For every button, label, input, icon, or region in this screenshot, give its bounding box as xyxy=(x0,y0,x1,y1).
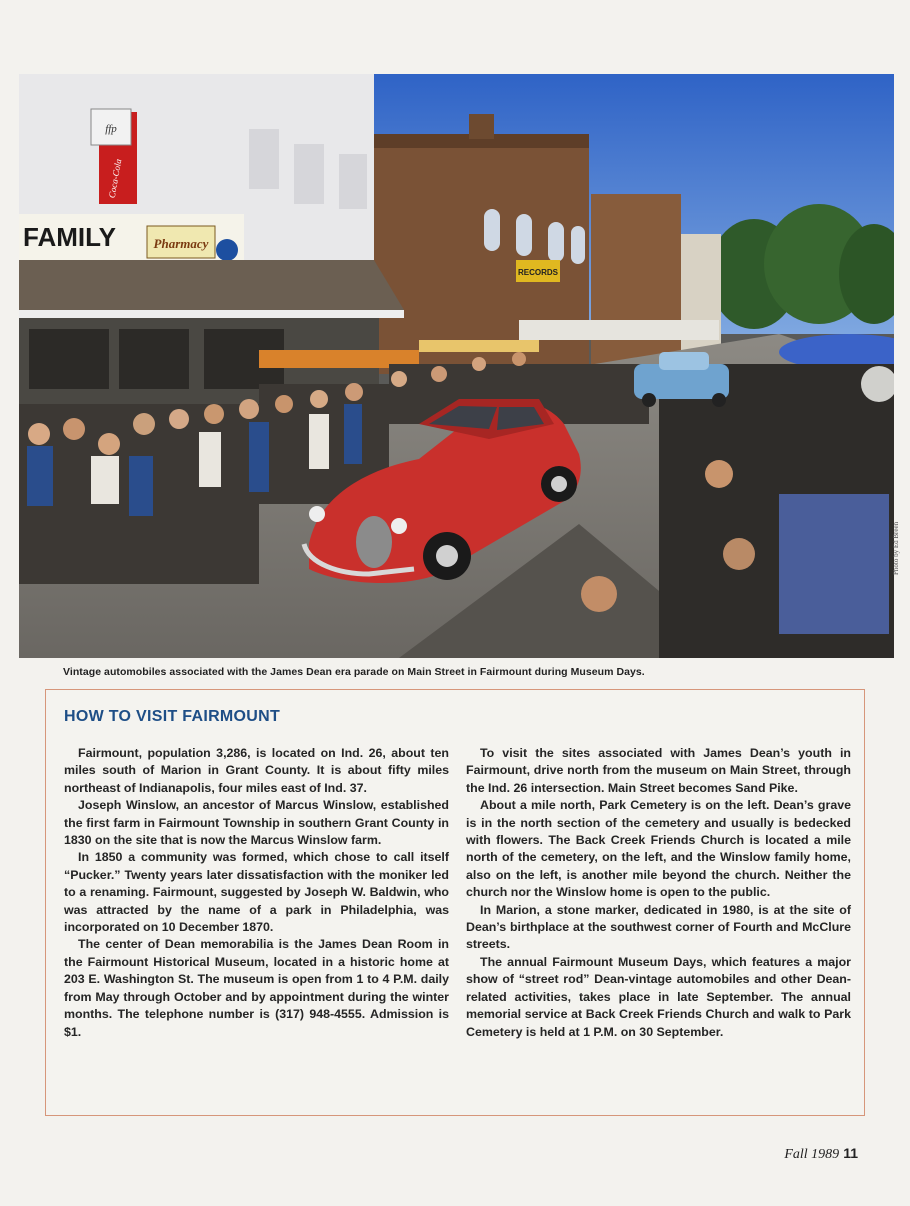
svg-text:ffp: ffp xyxy=(105,123,117,135)
paragraph: In Marion, a stone marker, dedicated in 1980, is at the site of Dean’s birthplace at the southwest corner of Fourth and McClure streets. xyxy=(466,902,851,952)
left-column xyxy=(64,745,449,1041)
paragraph: Joseph Winslow, an ancestor of Marcus Winslow, established the first farm in Fairmount Township in southern Grant County in 1830 on the site that is now the Marcus Winslow farm. xyxy=(64,798,449,848)
paragraph: Fairmount, population 3,286, is located on Ind. 26, about ten miles south of Marion in Grant County. It is about fifty miles northeast of Indianapolis, four miles east of Ind. 37. xyxy=(64,746,449,795)
paragraph: To visit the sites associated with James Dean’s youth in Fairmount, drive north from the museum on Main Street, through the Ind. 26 intersection. Main Street becomes Sand Pike. xyxy=(466,746,851,795)
svg-text:FAMILY: FAMILY xyxy=(23,222,116,252)
photo-caption: Vintage automobiles associated with the James Dean era parade on Main Street in Fairmount during Museum Days. xyxy=(63,666,645,678)
page-number: 11 xyxy=(843,1145,858,1161)
right-column xyxy=(466,745,851,1041)
page-folio xyxy=(784,1145,858,1163)
sidebar-title: HOW TO VISIT FAIRMOUNT xyxy=(64,708,281,725)
paragraph: The center of Dean memorabilia is the James Dean Room in the Fairmount Historical Museum, located in a historic home at 203 E. Washington St. The museum is open from 1 to 4 P.M. daily from May through October and by appointment during the winter months. The telephone number is (317) 948-4555. Admission is $1. xyxy=(64,937,449,1039)
svg-text:RECORDS: RECORDS xyxy=(517,268,559,277)
visit-sidebar xyxy=(45,689,865,1116)
issue-date: Fall 1989 xyxy=(784,1147,840,1162)
parade-photo-illustration xyxy=(19,74,894,658)
paragraph: The annual Fairmount Museum Days, which features a major show of “street rod” Dean-vintage automobiles and other Dean-related activities, takes place in late September. The annual memorial service at Back Creek Friends Church and walk to Park Cemetery is held at 1 P.M. on 30 September. xyxy=(466,954,851,1039)
paragraph: About a mile north, Park Cemetery is on the left. Dean’s grave is in the north section of the cemetery and usually is bedecked with flowers. The Back Creek Friends Church is located a mile north of the cemetery, on the left, and the Winslow family home, also on the left, is another mile beyond the church. Neither the church nor the Winslow home is open to the public. xyxy=(466,798,851,900)
paragraph: In 1850 a community was formed, which chose to call itself “Pucker.” Twenty years later dissatisfaction with the moniker led to a renaming. Fairmount, suggested by Joseph W. Baldwin, who was attracted by the name of a park in Philadelphia, was incorporated on 10 December 1870. xyxy=(64,850,449,935)
photo-credit: Photo by Ed Breen xyxy=(892,521,900,575)
svg-text:Pharmacy: Pharmacy xyxy=(153,236,209,251)
svg-text:Coca-Cola: Coca-Cola xyxy=(106,158,124,199)
parade-photo xyxy=(19,74,894,658)
